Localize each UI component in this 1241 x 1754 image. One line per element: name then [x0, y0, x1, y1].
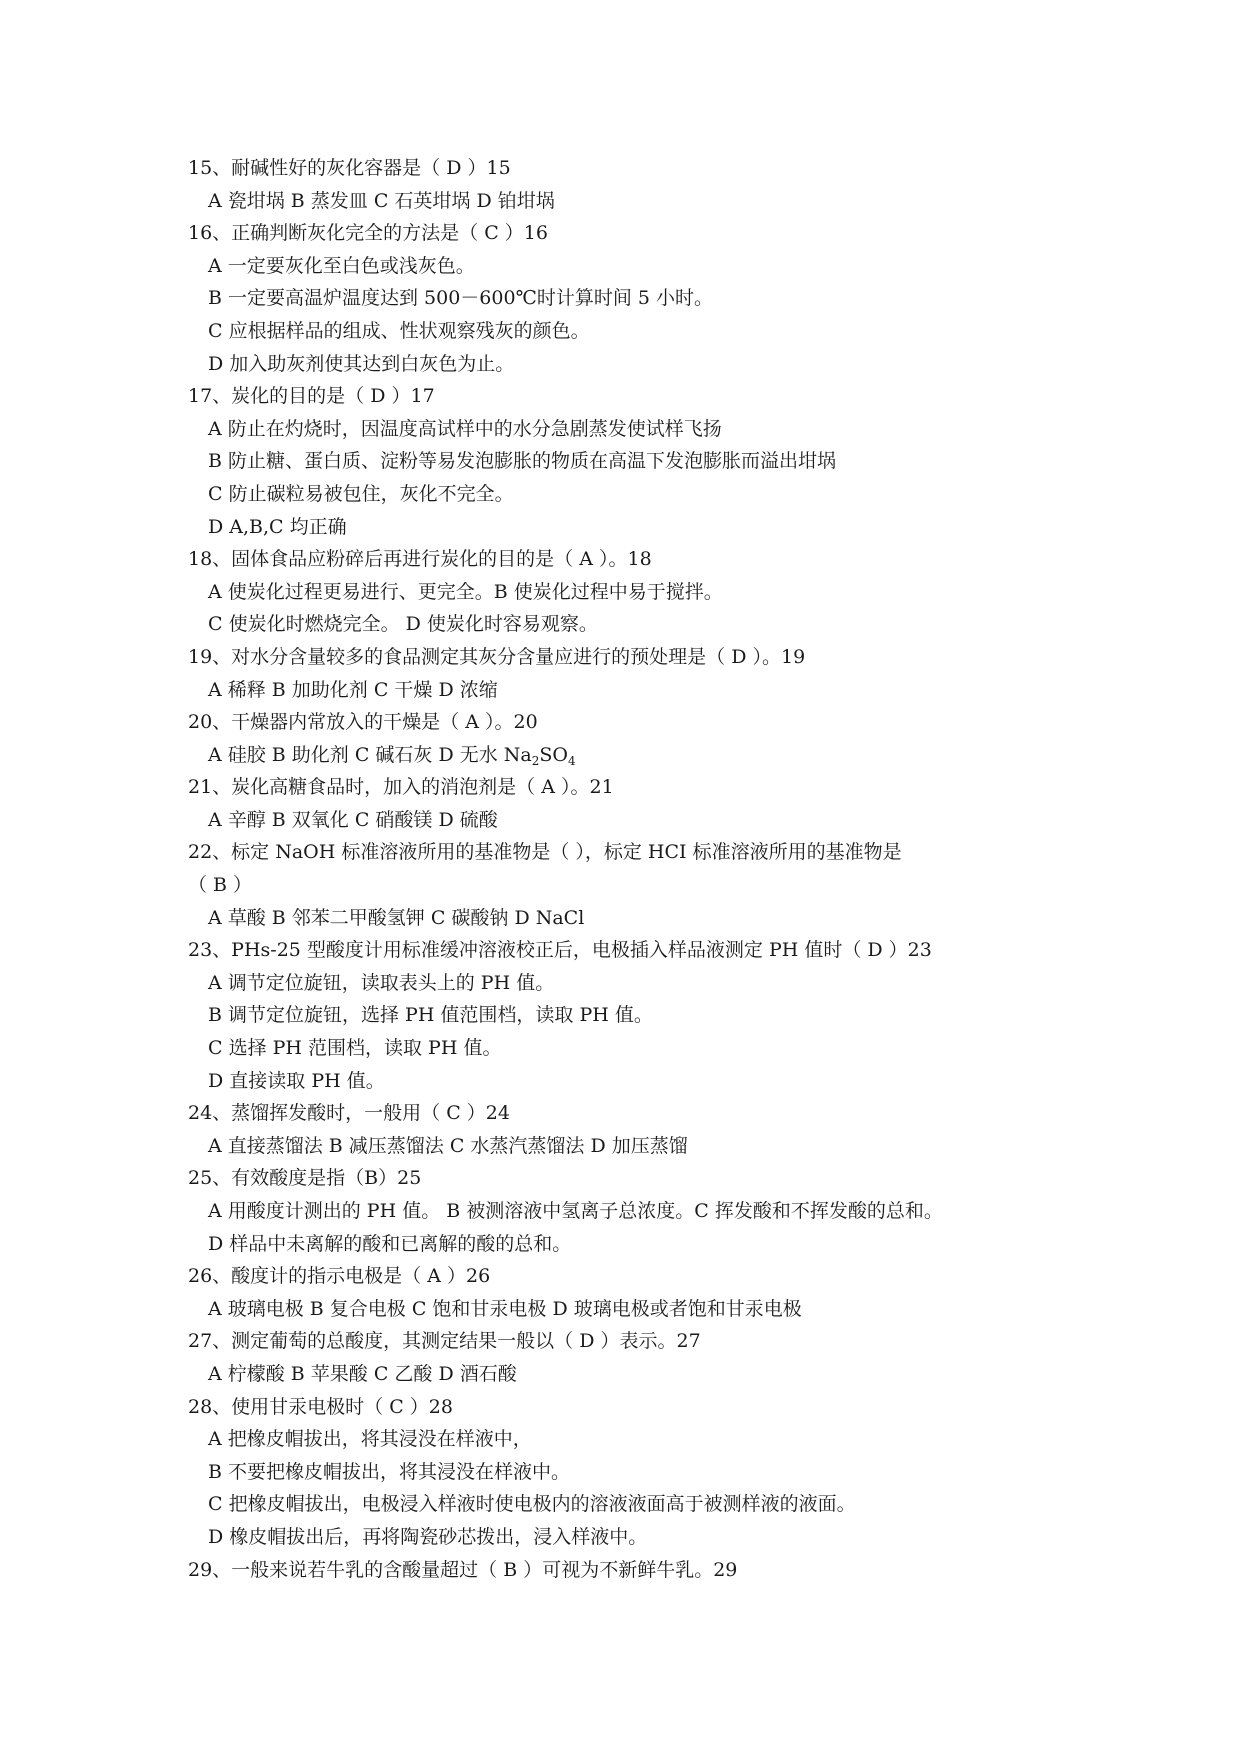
question-line: [188, 706, 1068, 739]
question-line: [188, 641, 1068, 674]
line-text: A 草酸 B 邻苯二甲酸氢钾 C 碳酸钠 D NaCl: [208, 906, 585, 929]
line-text: B 调节定位旋钮，选择 PH 值范围档，读取 PH 值。: [208, 1004, 653, 1027]
line-text: 24、蒸馏挥发酸时，一般用（ C ）24: [188, 1102, 510, 1125]
line-text: 26、酸度计的指示电极是（ A ）26: [188, 1265, 491, 1288]
question-line: [188, 543, 1068, 576]
question-list: [188, 152, 1068, 1586]
option-line: [188, 804, 1068, 837]
option-line: [188, 315, 1068, 348]
line-text: A 硅胶 B 助化剂 C 碱石灰 D 无水 Na: [208, 743, 532, 766]
option-line: [188, 185, 1068, 218]
option-line: [188, 282, 1068, 315]
continuation-line: [188, 869, 1068, 902]
option-line: [188, 1423, 1068, 1456]
line-text: B 一定要高温炉温度达到 500－600℃时计算时间 5 小时。: [208, 287, 713, 310]
option-line: [188, 576, 1068, 609]
option-line: [188, 674, 1068, 707]
option-line: [188, 1521, 1068, 1554]
line-text: A 调节定位旋钮，读取表头上的 PH 值。: [208, 971, 555, 994]
option-line: [188, 999, 1068, 1032]
option-line: [188, 348, 1068, 381]
question-line: [188, 1260, 1068, 1293]
question-line: [188, 1097, 1068, 1130]
line-text: A 直接蒸馏法 B 减压蒸馏法 C 水蒸汽蒸馏法 D 加压蒸馏: [208, 1134, 688, 1157]
question-line: [188, 217, 1068, 250]
option-line: [188, 1456, 1068, 1489]
line-text: A 用酸度计测出的 PH 值。 B 被测溶液中氢离子总浓度。C 挥发酸和不挥发酸的总和。: [208, 1200, 943, 1222]
line-text: A 玻璃电极 B 复合电极 C 饱和甘汞电极 D 玻璃电极或者饱和甘汞电极: [208, 1297, 802, 1320]
option-line: [188, 1488, 1068, 1521]
option-line: [188, 608, 1068, 641]
line-text: 28、使用甘汞电极时（ C ）28: [188, 1395, 453, 1418]
line-text: （ B ）: [188, 874, 253, 897]
question-line: [188, 771, 1068, 804]
option-line: [188, 967, 1068, 1000]
line-text: 17、炭化的目的是（ D ）17: [188, 385, 435, 408]
option-line: [188, 1293, 1068, 1326]
line-text: 18、固体食品应粉碎后再进行炭化的目的是（ A ）。18: [188, 548, 652, 571]
line-text: D 样品中未离解的酸和已离解的酸的总和。: [208, 1232, 572, 1255]
line-text: 19、对水分含量较多的食品测定其灰分含量应进行的预处理是（ D ）。19: [188, 645, 806, 668]
question-line: [188, 1325, 1068, 1358]
question-line: [188, 836, 1068, 869]
option-line: [188, 739, 1068, 772]
line-text: A 防止在灼烧时，因温度高试样中的水分急剧蒸发使试样飞扬: [208, 417, 722, 440]
option-line: [188, 413, 1068, 446]
line-text: 23、PHs-25 型酸度计用标准缓冲溶液校正后，电极插入样品液测定 PH 值时（ D ）23: [188, 939, 932, 962]
line-text: 25、有效酸度是指（B）25: [188, 1167, 422, 1190]
option-line: [188, 1032, 1068, 1065]
line-text: A 稀释 B 加助化剂 C 干燥 D 浓缩: [208, 678, 498, 701]
line-text: A 柠檬酸 B 苹果酸 C 乙酸 D 酒石酸: [208, 1362, 517, 1385]
line-text: 21、炭化高糖食品时，加入的消泡剂是（ A ）。21: [188, 776, 614, 799]
option-line: [188, 1358, 1068, 1391]
question-line: [188, 1554, 1068, 1587]
option-line: [188, 511, 1068, 544]
option-line: [188, 1065, 1068, 1098]
line-text: A 瓷坩埚 B 蒸发皿 C 石英坩埚 D 铂坩埚: [208, 189, 555, 212]
line-text: B 防止糖、蛋白质、淀粉等易发泡膨胀的物质在高温下发泡膨胀而溢出坩埚: [208, 450, 837, 473]
question-line: [188, 152, 1068, 185]
line-text: A 一定要灰化至白色或浅灰色。: [208, 254, 475, 277]
line-text: C 把橡皮帽拔出，电极浸入样液时使电极内的溶液液面高于被测样液的液面。: [208, 1493, 856, 1516]
option-line: [188, 445, 1068, 478]
line-text: B 不要把橡皮帽拔出，将其浸没在样液中。: [208, 1460, 571, 1483]
line-text: C 选择 PH 范围档，读取 PH 值。: [208, 1037, 502, 1060]
line-text: 20、干燥器内常放入的干燥是（ A ）。20: [188, 711, 538, 734]
line-text: C 使炭化时燃烧完全。 D 使炭化时容易观察。: [208, 613, 598, 636]
line-text: D A,B,C 均正确: [208, 515, 347, 538]
line-text: A 把橡皮帽拔出，将其浸没在样液中，: [208, 1428, 532, 1451]
option-line: [188, 1130, 1068, 1163]
question-line: [188, 380, 1068, 413]
option-line: [188, 250, 1068, 283]
option-line: [188, 1195, 1068, 1228]
option-line: [188, 478, 1068, 511]
line-text: 29、一般来说若牛乳的含酸量超过（ B ）可视为不新鲜牛乳。29: [188, 1558, 738, 1581]
question-line: [188, 934, 1068, 967]
subscript: 2: [531, 753, 540, 768]
line-text: 22、标定 NaOH 标准溶液所用的基准物是（ ），标定 HCI 标准溶液所用的基准物是: [188, 841, 902, 864]
option-line: [188, 902, 1068, 935]
question-line: [188, 1162, 1068, 1195]
question-line: [188, 1391, 1068, 1424]
line-text: C 防止碳粒易被包住，灰化不完全。: [208, 482, 514, 505]
line-text: A 辛醇 B 双氧化 C 硝酸镁 D 硫酸: [208, 808, 498, 831]
line-text: 27、测定葡萄的总酸度，其测定结果一般以（ D ）表示。27: [188, 1330, 701, 1353]
line-text: D 直接读取 PH 值。: [208, 1069, 385, 1092]
line-text: 15、耐碱性好的灰化容器是（ D ）15: [188, 157, 511, 179]
line-text: D 加入助灰剂使其达到白灰色为止。: [208, 352, 515, 375]
line-text: C 应根据样品的组成、性状观察残灰的颜色。: [208, 319, 590, 342]
option-line: [188, 1228, 1068, 1261]
line-text: D 橡皮帽拔出后，再将陶瓷砂芯拨出，浸入样液中。: [208, 1525, 648, 1548]
line-text: A 使炭化过程更易进行、更完全。B 使炭化过程中易于搅拌。: [208, 580, 723, 603]
subscript: 4: [567, 753, 576, 768]
line-text-tail: SO: [539, 743, 568, 766]
line-text: 16、正确判断灰化完全的方法是（ C ）16: [188, 222, 548, 245]
